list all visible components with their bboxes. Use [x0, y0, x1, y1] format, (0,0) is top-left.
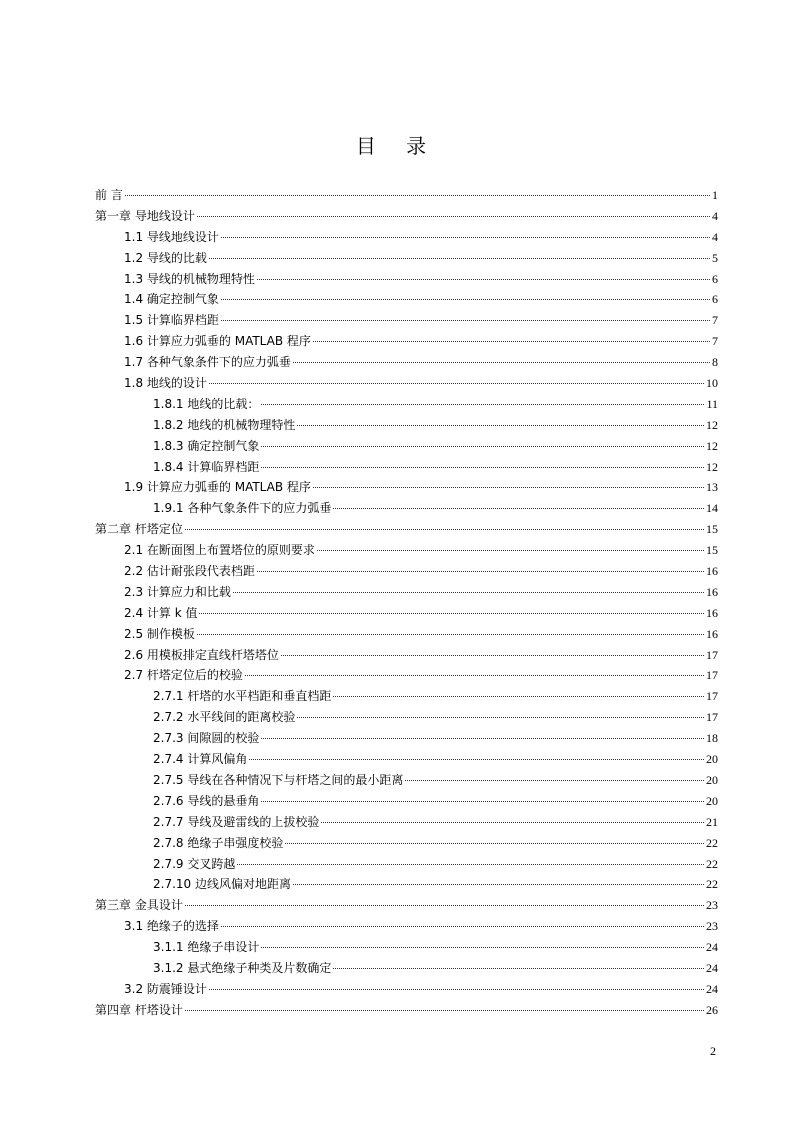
dot-leader: [333, 508, 704, 509]
dot-leader: [285, 843, 704, 844]
toc-entry-page: 15: [706, 543, 718, 558]
toc-entry-label: 第一章 导地线设计: [95, 208, 195, 223]
toc-entry-page: 4: [712, 208, 718, 223]
toc-entry[interactable]: [95, 833, 718, 854]
toc-entry-page: 16: [706, 584, 718, 599]
toc-entry-label: 1.7 各种气象条件下的应力弧垂: [124, 355, 291, 370]
toc-entry[interactable]: [95, 373, 718, 394]
toc-entry-label: 2.7 杆塔定位后的校验: [124, 668, 243, 683]
dot-leader: [313, 487, 704, 488]
toc-entry-label: 第二章 杆塔定位: [95, 522, 183, 537]
toc-entry[interactable]: [95, 812, 718, 833]
toc-entry-page: 24: [706, 981, 718, 996]
toc-entry[interactable]: [95, 185, 718, 206]
toc-entry-label: 2.1 在断面图上布置塔位的原则要求: [124, 543, 315, 558]
toc-entry[interactable]: [95, 770, 718, 791]
dot-leader: [221, 237, 710, 238]
toc-entry-page: 22: [706, 877, 718, 892]
toc-entry[interactable]: [95, 916, 718, 937]
toc-entry-page: 5: [712, 250, 718, 265]
dot-leader: [199, 613, 704, 614]
toc-entry[interactable]: [95, 686, 718, 707]
toc-entry[interactable]: [95, 477, 718, 498]
toc-entry-page: 13: [706, 480, 718, 495]
toc-entry-page: 16: [706, 564, 718, 579]
toc-entry[interactable]: [95, 248, 718, 269]
toc-entry[interactable]: [95, 707, 718, 728]
toc-entry-label: 1.5 计算临界档距: [124, 313, 219, 328]
toc-entry-page: 1: [712, 188, 718, 202]
dot-leader: [317, 550, 704, 551]
dot-leader: [197, 634, 704, 635]
toc-entry-page: 4: [712, 229, 718, 244]
toc-entry-label: 2.7.3 间隙圆的校验: [153, 731, 260, 746]
dot-leader: [221, 926, 704, 927]
toc-entry-label: 2.2 估计耐张段代表档距: [124, 564, 255, 579]
toc-entry-label: 1.4 确定控制气象: [124, 292, 219, 307]
toc-entry[interactable]: [95, 457, 718, 478]
toc-entry-page: 18: [706, 731, 718, 746]
toc-entry[interactable]: [95, 728, 718, 749]
dot-leader: [237, 864, 704, 865]
toc-entry[interactable]: [95, 937, 718, 958]
dot-leader: [221, 320, 710, 321]
toc-entry[interactable]: [95, 854, 718, 875]
dot-leader: [293, 362, 710, 363]
dot-leader: [333, 696, 704, 697]
toc-entry[interactable]: [95, 624, 718, 645]
toc-entry-page: 20: [706, 752, 718, 767]
toc-entry-label: 2.7.9 交叉跨越: [153, 856, 236, 871]
toc-entry-label: 2.7.8 绝缘子串强度校验: [153, 835, 284, 850]
toc-entry-page: 10: [706, 376, 718, 391]
toc-entry-label: 1.8.1 地线的比载：: [153, 396, 260, 411]
toc-entry-page: 17: [706, 647, 718, 662]
toc-entry-label: 2.7.10 边线风偏对地距离: [153, 877, 291, 892]
dot-leader: [261, 467, 704, 468]
dot-leader: [297, 717, 704, 718]
dot-leader: [245, 675, 704, 676]
toc-entry[interactable]: [95, 206, 718, 227]
dot-leader: [209, 258, 710, 259]
toc-entry-page: 24: [706, 960, 718, 975]
toc-entry[interactable]: [95, 227, 718, 248]
toc-entry-label: 2.7.6 导线的悬垂角: [153, 793, 260, 808]
toc-entry-page: 24: [706, 940, 718, 955]
toc-entry[interactable]: [95, 749, 718, 770]
toc-entry[interactable]: [95, 310, 718, 331]
toc-entry-label: 2.5 制作模板: [124, 626, 195, 641]
toc-entry-page: 22: [706, 835, 718, 850]
page-title: 目 录: [355, 134, 439, 158]
toc-entry[interactable]: [95, 958, 718, 979]
dot-leader: [261, 404, 704, 405]
toc-entry-page: 23: [706, 919, 718, 934]
toc-entry[interactable]: [95, 540, 718, 561]
toc-entry-page: 7: [712, 334, 718, 349]
toc-entry-page: 21: [706, 814, 718, 829]
dot-leader: [221, 299, 710, 300]
toc-entry-label: 2.7.7 导线及避雷线的上拔校验: [153, 814, 320, 829]
toc-entry-label: 2.4 计算 k 值: [124, 605, 198, 620]
dot-leader: [185, 529, 704, 530]
page-number: 2: [710, 1044, 716, 1058]
dot-leader: [261, 801, 704, 802]
toc-entry-page: 26: [706, 1002, 718, 1017]
toc-entry[interactable]: [95, 645, 718, 666]
dot-leader: [333, 968, 704, 969]
toc-entry-label: 3.1.2 悬式绝缘子种类及片数确定: [153, 960, 332, 975]
toc-entry-page: 6: [712, 271, 718, 286]
toc-entry-label: 1.6 计算应力弧垂的 MATLAB 程序: [124, 334, 311, 349]
toc-entry-label: 1.8 地线的设计: [124, 376, 207, 391]
toc-entry-page: 17: [706, 689, 718, 704]
toc-entry[interactable]: [95, 979, 718, 1000]
toc-entry-page: 20: [706, 793, 718, 808]
toc-entry[interactable]: [95, 289, 718, 310]
toc-entry-label: 2.3 计算应力和比载: [124, 584, 231, 599]
toc-entry-page: 7: [712, 313, 718, 328]
toc-entry[interactable]: [95, 415, 718, 436]
dot-leader: [197, 216, 710, 217]
toc-entry-page: 23: [706, 898, 718, 913]
toc-entry-label: 1.9 计算应力弧垂的 MATLAB 程序: [124, 480, 311, 495]
toc-entry-page: 8: [712, 355, 718, 370]
dot-leader: [185, 905, 704, 906]
toc-entry[interactable]: [95, 331, 718, 352]
toc-entry[interactable]: [95, 791, 718, 812]
toc-entry-label: 1.9.1 各种气象条件下的应力弧垂: [153, 501, 332, 516]
toc-entry-label: 第三章 金具设计: [95, 898, 183, 913]
toc-entry-page: 16: [706, 626, 718, 641]
toc-entry-page: 12: [706, 459, 718, 474]
toc-entry-label: 1.2 导线的比载: [124, 250, 207, 265]
toc-entry-label: 2.6 用模板排定直线杆塔塔位: [124, 647, 279, 662]
toc-entry[interactable]: [95, 665, 718, 686]
dot-leader: [321, 822, 704, 823]
toc-entry-page: 17: [706, 710, 718, 725]
toc-entry-page: 12: [706, 438, 718, 453]
toc-entry[interactable]: [95, 895, 718, 916]
toc-entry[interactable]: [95, 1000, 718, 1021]
toc-entry-page: 20: [706, 772, 718, 787]
dot-leader: [185, 1010, 704, 1011]
dot-leader: [313, 341, 710, 342]
toc-entry-label: 3.2 防震锤设计: [124, 981, 207, 996]
toc-entry-label: 3.1.1 绝缘子串设计: [153, 940, 260, 955]
toc-entry-label: 前 言: [95, 188, 123, 202]
dot-leader: [261, 947, 704, 948]
toc-entry-page: 17: [706, 668, 718, 683]
toc-entry[interactable]: [95, 269, 718, 290]
dot-leader: [257, 279, 710, 280]
toc-entry-label: 3.1 绝缘子的选择: [124, 919, 219, 934]
toc-entry-page: 11: [706, 396, 718, 411]
dot-leader: [209, 383, 704, 384]
dot-leader: [261, 738, 704, 739]
toc-entry[interactable]: [95, 603, 718, 624]
dot-leader: [281, 655, 704, 656]
toc-entry-page: 12: [706, 417, 718, 432]
toc-entry[interactable]: [95, 519, 718, 540]
table-of-contents: [95, 185, 718, 1021]
dot-leader: [293, 884, 704, 885]
toc-entry-label: 1.8.2 地线的机械物理特性: [153, 417, 296, 432]
toc-entry-label: 1.8.4 计算临界档距: [153, 459, 260, 474]
dot-leader: [233, 592, 704, 593]
dot-leader: [249, 759, 704, 760]
toc-entry-label: 2.7.5 导线在各种情况下与杆塔之间的最小距离: [153, 772, 404, 787]
toc-entry[interactable]: [95, 394, 718, 415]
toc-entry[interactable]: [95, 436, 718, 457]
toc-entry[interactable]: [95, 874, 718, 895]
toc-entry[interactable]: [95, 561, 718, 582]
toc-entry[interactable]: [95, 352, 718, 373]
toc-entry-label: 第四章 杆塔设计: [95, 1002, 183, 1017]
dot-leader: [405, 780, 704, 781]
toc-entry[interactable]: [95, 582, 718, 603]
dot-leader: [297, 425, 704, 426]
toc-entry[interactable]: [95, 498, 718, 519]
toc-entry-page: 14: [706, 501, 718, 516]
dot-leader: [125, 195, 710, 196]
toc-entry-page: 16: [706, 605, 718, 620]
toc-entry-page: 6: [712, 292, 718, 307]
toc-entry-label: 2.7.1 杆塔的水平档距和垂直档距: [153, 689, 332, 704]
dot-leader: [209, 989, 704, 990]
toc-entry-page: 22: [706, 856, 718, 871]
toc-entry-label: 1.1 导线地线设计: [124, 229, 219, 244]
dot-leader: [257, 571, 704, 572]
toc-entry-label: 2.7.2 水平线间的距离校验: [153, 710, 296, 725]
toc-entry-label: 1.8.3 确定控制气象: [153, 438, 260, 453]
toc-entry-page: 15: [706, 522, 718, 537]
toc-entry-label: 2.7.4 计算风偏角: [153, 752, 248, 767]
toc-entry-label: 1.3 导线的机械物理特性: [124, 271, 255, 286]
dot-leader: [261, 446, 704, 447]
